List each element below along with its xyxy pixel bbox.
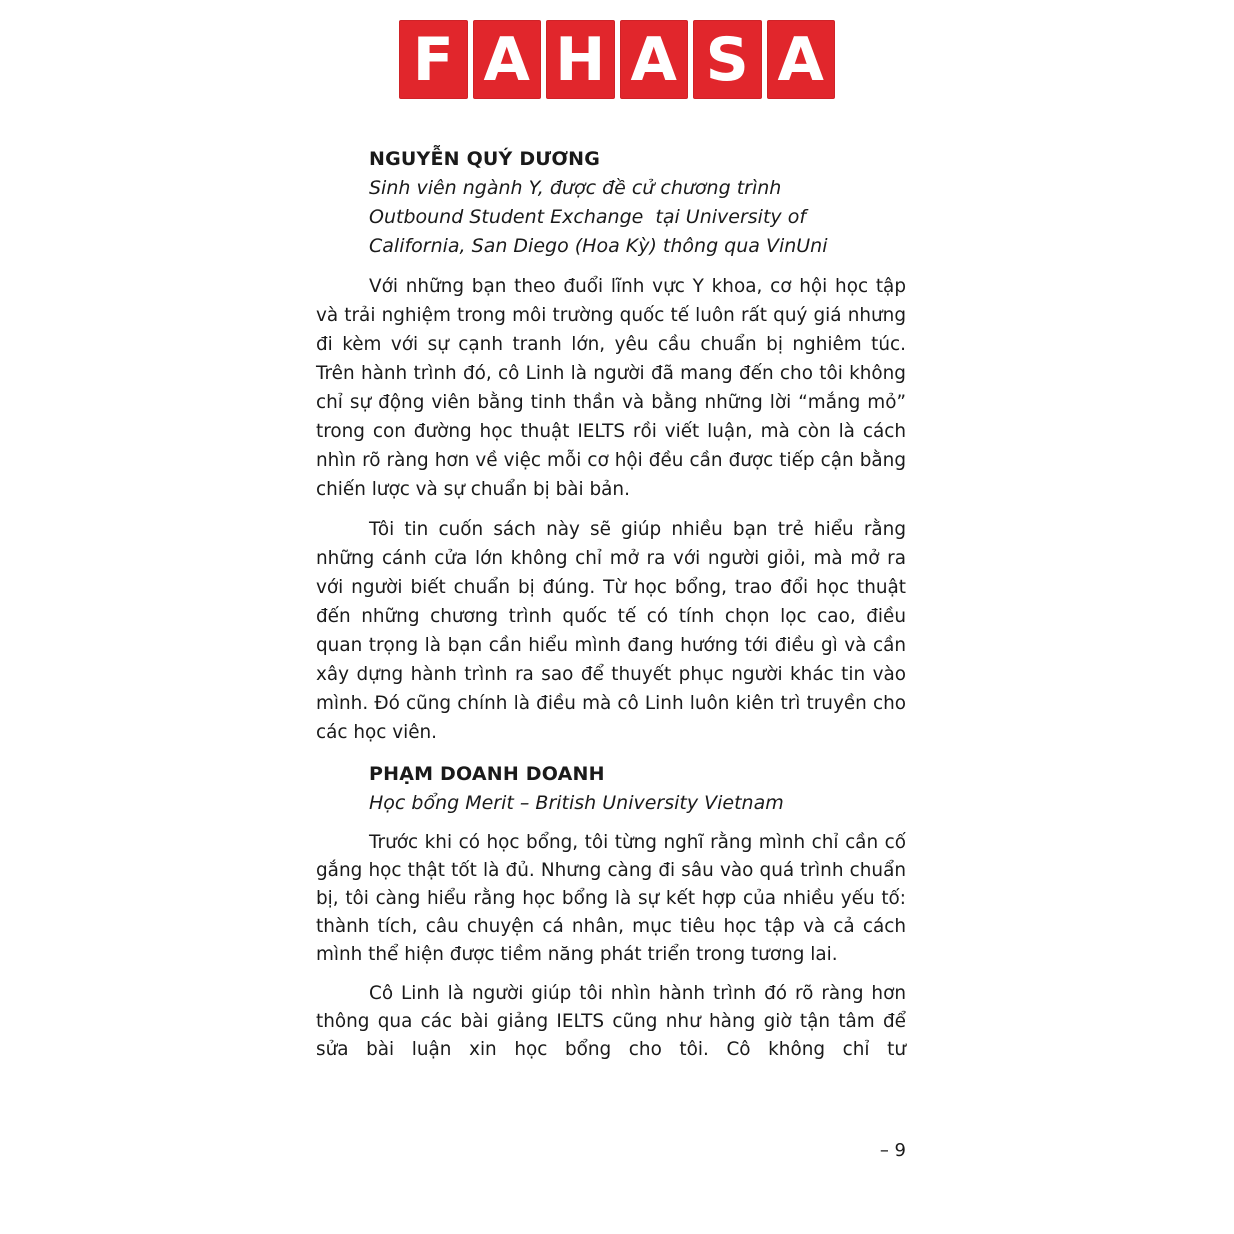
fahasa-logo [399, 20, 835, 99]
testimonial-paragraph: Cô Linh là người giúp tôi nhìn hành trình đó rõ ràng hơn thông qua các bài giảng IELTS cũng như hàng giờ tận tâm để sửa bài luận xin học bổng cho tôi. Cô không chỉ tư [316, 983, 906, 1060]
author-role-line: Sinh viên ngành Y, được đề cử chương trình [369, 177, 782, 199]
author-name: PHẠM DOANH DOANH [369, 763, 605, 785]
author-role [369, 174, 879, 261]
author-role-line: Học bổng Merit – British University Vietnam [369, 792, 784, 814]
logo-letter-tile: H [546, 20, 615, 99]
logo-letter-tile: A [767, 20, 836, 99]
testimonial-paragraph: Tôi tin cuốn sách này sẽ giúp nhiều bạn trẻ hiểu rằng những cánh cửa lớn không chỉ mở ra với người giỏi, mà mở ra với người biết chuẩn bị đúng. Từ học bổng, trao đổi học thuật đến những chương trình quốc tế có tính chọn lọc cao, điều quan trọng là bạn cần hiểu mình đang hướng tới điều gì và cần xây dựng hành trình ra sao để thuyết phục người khác tin vào mình. Đó cũng chính là điều mà cô Linh luôn kiên trì truyền cho các học viên. [316, 519, 906, 743]
testimonial-paragraph: Trước khi có học bổng, tôi từng nghĩ rằng mình chỉ cần cố gắng học thật tốt là đủ. Nhưng càng đi sâu vào quá trình chuẩn bị, tôi càng hiểu rằng học bổng là sự kết hợp của nhiều yếu tố: thành tích, câu chuyện cá nhân, mục tiêu học tập và cả cách mình thể hiện được tiềm năng phát triển trong tương lai. [316, 832, 906, 965]
author-role-line: California, San Diego (Hoa Kỳ) thông qua VinUni [369, 235, 828, 257]
testimonial-pham-doanh-doanh [316, 760, 906, 1064]
page-content [316, 145, 906, 1064]
testimonial-paragraph: Với những bạn theo đuổi lĩnh vực Y khoa, cơ hội học tập và trải nghiệm trong môi trường quốc tế luôn rất quý giá nhưng đi kèm với sự cạnh tranh lớn, yêu cầu chuẩn bị nghiêm túc. Trên hành trình đó, cô Linh là người đã mang đến cho tôi không chỉ sự động viên bằng tinh thần và bằng những lời “mắng mỏ” trong con đường học thuật IELTS rồi viết luận, mà còn là cách nhìn rõ ràng hơn về việc mỗi cơ hội đều cần được tiếp cận bằng chiến lược và sự chuẩn bị bài bản. [316, 276, 906, 500]
author-role [369, 789, 879, 818]
logo-letter-tile: A [473, 20, 542, 99]
testimonial-nguyen-quy-duong [316, 145, 906, 747]
author-role-line: Outbound Student Exchange tại University of [369, 206, 807, 228]
page-number: – 9 [879, 1140, 906, 1161]
logo-letter-tile: F [399, 20, 468, 99]
logo-letter-tile: S [693, 20, 762, 99]
logo-letter-tile: A [620, 20, 689, 99]
author-name: NGUYỄN QUÝ DƯƠNG [369, 148, 601, 170]
